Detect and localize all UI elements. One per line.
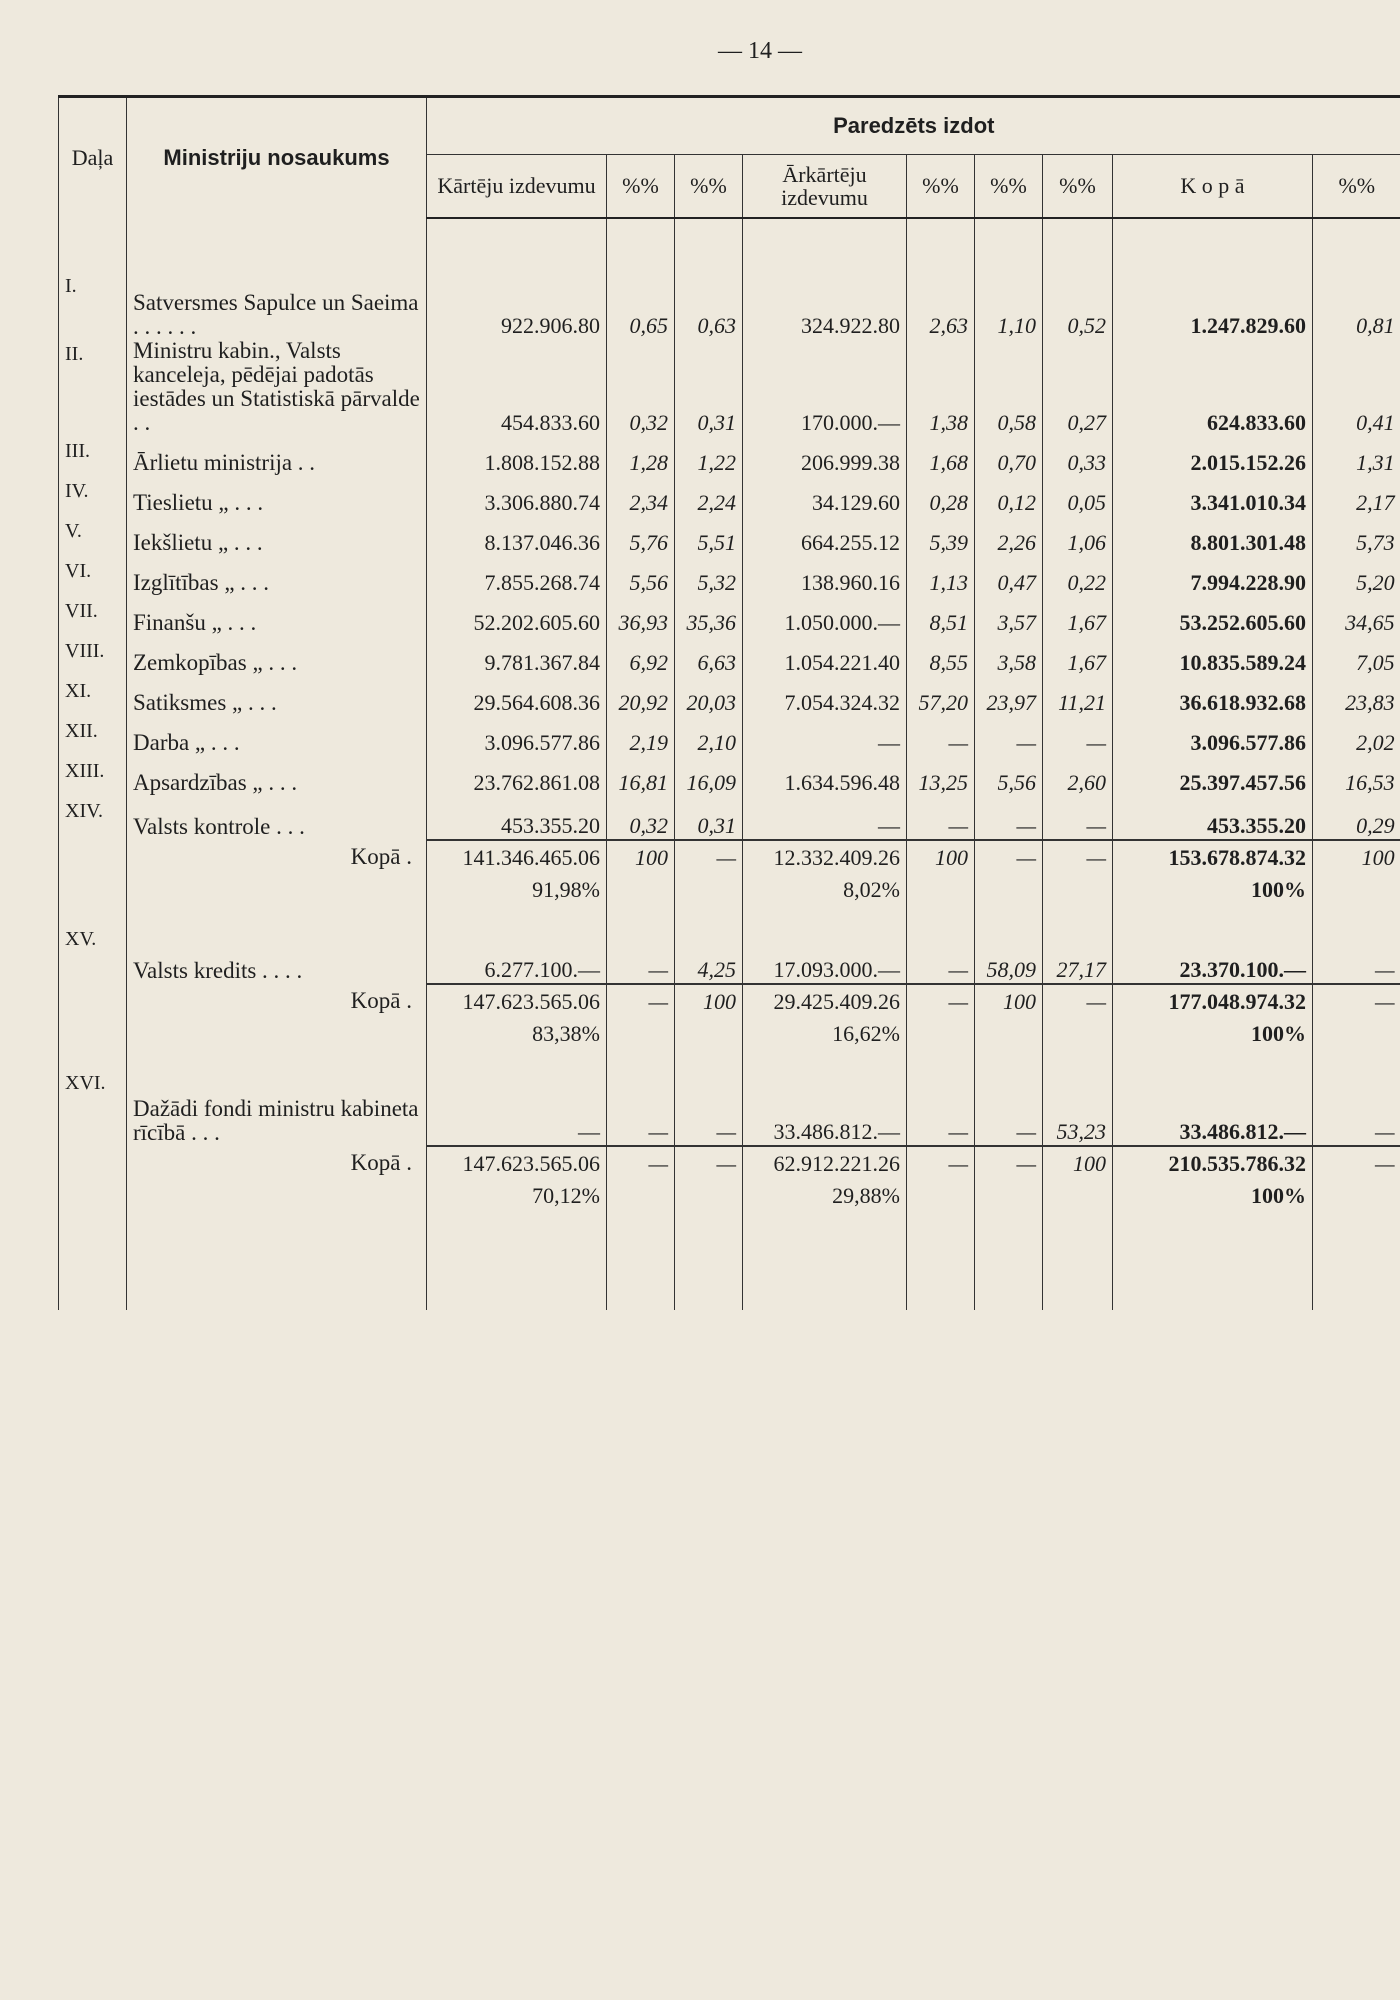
header-dala: Daļa — [59, 97, 127, 219]
empty-cell — [59, 840, 127, 924]
arkarteju-amount: 1.050.000.— — [743, 596, 907, 636]
spacer-cell — [675, 1230, 743, 1310]
kartejo-pct-2: 6,63 — [675, 636, 743, 676]
kartejo-amount: 3.306.880.74 — [427, 476, 607, 516]
kartejo-pct-1: 1,28 — [607, 436, 675, 476]
arkarteju-pct-1: 100 — [907, 840, 975, 924]
total-amount: 10.835.589.24 — [1113, 636, 1313, 676]
arkarteju-pct-3: — — [1043, 716, 1113, 756]
row-number: XV. — [59, 924, 127, 984]
grand-total-pct-col: 100 — [1313, 840, 1400, 924]
spacer-cell — [59, 218, 127, 271]
arkarteju-amount: 170.000.— — [743, 339, 907, 436]
total-amount: 36.618.932.68 — [1113, 676, 1313, 716]
header-paredzets: Paredzēts izdot — [427, 97, 1400, 155]
kartejo-pct-2: 5,32 — [675, 556, 743, 596]
budget-table — [58, 95, 1400, 1310]
kartejo-amount: 8.137.046.36 — [427, 516, 607, 556]
arkarteju-pct-3: 27,17 — [1043, 924, 1113, 984]
kartejo-pct-2: 1,22 — [675, 436, 743, 476]
header-pct-4: %% — [975, 155, 1043, 219]
row-number: XIV. — [59, 796, 127, 840]
arkarteju-total-pct: 29,88% — [832, 1182, 900, 1208]
grand-total-pct-col: — — [1313, 984, 1400, 1068]
kartejo-pct-1: 5,76 — [607, 516, 675, 556]
arkarteju-pct-3: — — [1043, 840, 1113, 924]
arkarteju-amount: 34.129.60 — [743, 476, 907, 516]
kartejo-total-pct: 91,98% — [532, 876, 600, 902]
arkarteju-amount: 1.634.596.48 — [743, 756, 907, 796]
ministry-name: Ministru kabin., Valsts kanceleja, pēdējai padotās iestādes un Statistiskā pārvalde . . — [127, 339, 427, 436]
bottom-spacer-row — [59, 1230, 1400, 1310]
kartejo-pct-1: — — [607, 924, 675, 984]
kartejo-amount: 7.855.268.74 — [427, 556, 607, 596]
arkarteju-total-cell — [743, 840, 907, 924]
total-amount: 1.247.829.60 — [1113, 271, 1313, 339]
kartejo-amount: 3.096.577.86 — [427, 716, 607, 756]
spacer-cell — [907, 218, 975, 271]
kopa-label: Kopā . — [127, 984, 427, 1068]
total-pct: 23,83 — [1313, 676, 1400, 716]
total-pct: — — [1313, 1068, 1400, 1146]
total-amount: 2.015.152.26 — [1113, 436, 1313, 476]
total-pct: — — [1313, 924, 1400, 984]
kartejo-pct-1: 2,34 — [607, 476, 675, 516]
ministry-name: Iekšlietu „ . . . — [127, 516, 427, 556]
kartejo-pct-1: 2,19 — [607, 716, 675, 756]
kartejo-amount: 454.833.60 — [427, 339, 607, 436]
arkarteju-pct-1: — — [907, 716, 975, 756]
header-arkarteju: Ārkārtēju izdevumu — [743, 155, 907, 219]
grand-total-cell — [1113, 840, 1313, 924]
table-row — [59, 676, 1400, 716]
arkarteju-pct-1: 13,25 — [907, 756, 975, 796]
table-body — [59, 218, 1400, 1310]
arkarteju-pct-1: — — [907, 796, 975, 840]
arkarteju-pct-1: 2,63 — [907, 271, 975, 339]
spacer-cell — [607, 1230, 675, 1310]
arkarteju-total: 62.912.221.26 — [773, 1150, 900, 1176]
ministry-name: Zemkopības „ . . . — [127, 636, 427, 676]
ministry-name: Finanšu „ . . . — [127, 596, 427, 636]
spacer-cell — [1043, 218, 1113, 271]
ministry-name: Valsts kredits . . . . — [127, 924, 427, 984]
arkarteju-pct-1: 57,20 — [907, 676, 975, 716]
arkarteju-amount: — — [743, 796, 907, 840]
arkarteju-pct-1: 8,55 — [907, 636, 975, 676]
table-row — [59, 596, 1400, 636]
ministry-name: Satversmes Sapulce un Saeima . . . . . . — [127, 271, 427, 339]
row-number: IV. — [59, 476, 127, 516]
arkarteju-pct-2: — — [975, 1068, 1043, 1146]
row-number: V. — [59, 516, 127, 556]
arkarteju-amount: 664.255.12 — [743, 516, 907, 556]
kartejo-pct-1: 16,81 — [607, 756, 675, 796]
table-row — [59, 636, 1400, 676]
kartejo-pct-2: — — [675, 1068, 743, 1146]
total-amount: 53.252.605.60 — [1113, 596, 1313, 636]
kartejo-pct-2: — — [675, 840, 743, 924]
arkarteju-pct-3: 0,52 — [1043, 271, 1113, 339]
row-number: XVI. — [59, 1068, 127, 1146]
kartejo-pct-2: 0,31 — [675, 796, 743, 840]
arkarteju-pct-2: — — [975, 796, 1043, 840]
total-pct: 0,29 — [1313, 796, 1400, 840]
arkarteju-pct-1: 0,28 — [907, 476, 975, 516]
spacer-cell — [127, 218, 427, 271]
total-amount: 25.397.457.56 — [1113, 756, 1313, 796]
total-pct: 0,81 — [1313, 271, 1400, 339]
spacer-cell — [1313, 218, 1400, 271]
arkarteju-pct-2: 1,10 — [975, 271, 1043, 339]
arkarteju-pct-1: 1,38 — [907, 339, 975, 436]
header-pct-5: %% — [1043, 155, 1113, 219]
spacer-row — [59, 218, 1400, 271]
arkarteju-pct-2: 3,58 — [975, 636, 1043, 676]
total-pct: 0,41 — [1313, 339, 1400, 436]
arkarteju-amount: 206.999.38 — [743, 436, 907, 476]
header-kartejo: Kārtēju izdevumu — [427, 155, 607, 219]
page-number: — 14 — — [718, 38, 802, 64]
arkarteju-pct-3: 53,23 — [1043, 1068, 1113, 1146]
total-amount: 3.341.010.34 — [1113, 476, 1313, 516]
arkarteju-pct-3: 0,33 — [1043, 436, 1113, 476]
arkarteju-pct-1: 1,13 — [907, 556, 975, 596]
arkarteju-total: 29.425.409.26 — [773, 988, 900, 1014]
ministry-name: Darba „ . . . — [127, 716, 427, 756]
kartejo-total-cell — [427, 984, 607, 1068]
total-amount: 624.833.60 — [1113, 339, 1313, 436]
grand-total-pct-col: — — [1313, 1146, 1400, 1230]
arkarteju-total-cell — [743, 1146, 907, 1230]
budget-table-container — [58, 95, 1400, 1310]
kartejo-amount: 29.564.608.36 — [427, 676, 607, 716]
arkarteju-total-cell — [743, 984, 907, 1068]
ministry-name: Tieslietu „ . . . — [127, 476, 427, 516]
table-row — [59, 476, 1400, 516]
total-amount: 33.486.812.— — [1113, 1068, 1313, 1146]
kartejo-pct-2: 35,36 — [675, 596, 743, 636]
kartejo-pct-1: 0,32 — [607, 339, 675, 436]
arkarteju-amount: 7.054.324.32 — [743, 676, 907, 716]
arkarteju-pct-2: 58,09 — [975, 924, 1043, 984]
header-ministry: Ministriju nosaukums — [127, 97, 427, 219]
arkarteju-pct-2: 0,70 — [975, 436, 1043, 476]
total-amount: 3.096.577.86 — [1113, 716, 1313, 756]
total-pct: 34,65 — [1313, 596, 1400, 636]
kartejo-pct-2: 16,09 — [675, 756, 743, 796]
arkarteju-pct-2: 0,47 — [975, 556, 1043, 596]
kopa-row-3 — [59, 1146, 1400, 1230]
ministry-name: Ārlietu ministrija . . — [127, 436, 427, 476]
arkarteju-pct-3: 0,22 — [1043, 556, 1113, 596]
total-pct: 2,17 — [1313, 476, 1400, 516]
kartejo-amount: 52.202.605.60 — [427, 596, 607, 636]
table-row — [59, 556, 1400, 596]
arkarteju-amount: 1.054.221.40 — [743, 636, 907, 676]
arkarteju-pct-1: — — [907, 1068, 975, 1146]
row-number: XIII. — [59, 756, 127, 796]
kartejo-pct-1: 0,32 — [607, 796, 675, 840]
spacer-cell — [675, 218, 743, 271]
grand-total: 177.048.974.32 — [1168, 988, 1306, 1014]
spacer-cell — [1043, 1230, 1113, 1310]
grand-total-pct: 100% — [1251, 1182, 1306, 1208]
arkarteju-amount: 324.922.80 — [743, 271, 907, 339]
spacer-cell — [1313, 1230, 1400, 1310]
arkarteju-pct-3: 2,60 — [1043, 756, 1113, 796]
total-pct: 7,05 — [1313, 636, 1400, 676]
header-pct-2: %% — [675, 155, 743, 219]
arkarteju-pct-3: 0,05 — [1043, 476, 1113, 516]
grand-total-cell — [1113, 984, 1313, 1068]
arkarteju-pct-2: 0,58 — [975, 339, 1043, 436]
kartejo-pct-2: 0,31 — [675, 339, 743, 436]
arkarteju-pct-2: 23,97 — [975, 676, 1043, 716]
table-row — [59, 756, 1400, 796]
table-row-xvi — [59, 1068, 1400, 1146]
kartejo-amount: 23.762.861.08 — [427, 756, 607, 796]
grand-total-pct: 100% — [1251, 1020, 1306, 1046]
arkarteju-pct-1: 5,39 — [907, 516, 975, 556]
spacer-cell — [907, 1230, 975, 1310]
total-pct: 5,20 — [1313, 556, 1400, 596]
kartejo-amount: 922.906.80 — [427, 271, 607, 339]
arkarteju-pct-3: 1,06 — [1043, 516, 1113, 556]
grand-total: 153.678.874.32 — [1168, 844, 1306, 870]
table-row — [59, 716, 1400, 756]
spacer-cell — [975, 1230, 1043, 1310]
table-row — [59, 271, 1400, 339]
grand-total: 210.535.786.32 — [1168, 1150, 1306, 1176]
row-number: VII. — [59, 596, 127, 636]
spacer-cell — [427, 218, 607, 271]
table-row — [59, 516, 1400, 556]
spacer-cell — [975, 218, 1043, 271]
arkarteju-pct-2: 3,57 — [975, 596, 1043, 636]
arkarteju-pct-2: 0,12 — [975, 476, 1043, 516]
grand-total-cell — [1113, 1146, 1313, 1230]
kartejo-pct-1: 20,92 — [607, 676, 675, 716]
kartejo-pct-1: 100 — [607, 840, 675, 924]
kartejo-pct-2: 0,63 — [675, 271, 743, 339]
arkarteju-total-pct: 8,02% — [843, 876, 900, 902]
arkarteju-pct-3: 100 — [1043, 1146, 1113, 1230]
ministry-name: Apsardzības „ . . . — [127, 756, 427, 796]
table-row — [59, 339, 1400, 436]
kartejo-pct-2: 4,25 — [675, 924, 743, 984]
kartejo-pct-2: 100 — [675, 984, 743, 1068]
total-pct: 5,73 — [1313, 516, 1400, 556]
total-pct: 16,53 — [1313, 756, 1400, 796]
table-row — [59, 436, 1400, 476]
arkarteju-pct-1: 8,51 — [907, 596, 975, 636]
arkarteju-pct-3: — — [1043, 984, 1113, 1068]
kartejo-amount: 9.781.367.84 — [427, 636, 607, 676]
kartejo-total: 141.346.465.06 — [462, 844, 600, 870]
arkarteju-amount: 17.093.000.— — [743, 924, 907, 984]
arkarteju-amount: — — [743, 716, 907, 756]
arkarteju-pct-1: — — [907, 924, 975, 984]
kartejo-pct-1: 36,93 — [607, 596, 675, 636]
kartejo-total: 147.623.565.06 — [462, 988, 600, 1014]
spacer-cell — [427, 1230, 607, 1310]
spacer-cell — [1113, 1230, 1313, 1310]
kartejo-pct-2: 2,10 — [675, 716, 743, 756]
spacer-cell — [743, 1230, 907, 1310]
row-number: III. — [59, 436, 127, 476]
header-pct-1: %% — [607, 155, 675, 219]
ministry-name: Valsts kontrole . . . — [127, 796, 427, 840]
arkarteju-pct-1: 1,68 — [907, 436, 975, 476]
arkarteju-pct-3: 11,21 — [1043, 676, 1113, 716]
arkarteju-amount: 138.960.16 — [743, 556, 907, 596]
arkarteju-pct-2: — — [975, 1146, 1043, 1230]
arkarteju-pct-2: — — [975, 840, 1043, 924]
row-number: II. — [59, 339, 127, 436]
kartejo-pct-2: 20,03 — [675, 676, 743, 716]
row-number: VIII. — [59, 636, 127, 676]
total-pct: 1,31 — [1313, 436, 1400, 476]
arkarteju-pct-2: 100 — [975, 984, 1043, 1068]
kopa-row-1 — [59, 840, 1400, 924]
row-number: VI. — [59, 556, 127, 596]
spacer-cell — [127, 1230, 427, 1310]
spacer-cell — [1113, 218, 1313, 271]
table-row — [59, 796, 1400, 840]
kartejo-total: 147.623.565.06 — [462, 1150, 600, 1176]
kartejo-pct-1: 6,92 — [607, 636, 675, 676]
kartejo-pct-2: 5,51 — [675, 516, 743, 556]
arkarteju-amount: 33.486.812.— — [743, 1068, 907, 1146]
arkarteju-pct-2: — — [975, 716, 1043, 756]
arkarteju-pct-2: 2,26 — [975, 516, 1043, 556]
row-number: XII. — [59, 716, 127, 756]
ministry-name: Izglītības „ . . . — [127, 556, 427, 596]
kartejo-amount: — — [427, 1068, 607, 1146]
spacer-cell — [607, 218, 675, 271]
kartejo-pct-1: — — [607, 1146, 675, 1230]
arkarteju-pct-3: 1,67 — [1043, 596, 1113, 636]
spacer-cell — [59, 1230, 127, 1310]
total-amount: 7.994.228.90 — [1113, 556, 1313, 596]
kartejo-total-cell — [427, 1146, 607, 1230]
kopa-row-2 — [59, 984, 1400, 1068]
arkarteju-total-pct: 16,62% — [832, 1020, 900, 1046]
kopa-label: Kopā . — [127, 1146, 427, 1230]
ministry-name: Dažādi fondi ministru kabineta rīcībā . . . — [127, 1068, 427, 1146]
spacer-cell — [743, 218, 907, 271]
kartejo-total-pct: 83,38% — [532, 1020, 600, 1046]
kartejo-pct-1: — — [607, 984, 675, 1068]
arkarteju-pct-3: 1,67 — [1043, 636, 1113, 676]
kartejo-pct-1: 5,56 — [607, 556, 675, 596]
ministry-name: Satiksmes „ . . . — [127, 676, 427, 716]
kartejo-amount: 453.355.20 — [427, 796, 607, 840]
total-amount: 8.801.301.48 — [1113, 516, 1313, 556]
arkarteju-pct-1: — — [907, 1146, 975, 1230]
empty-cell — [59, 984, 127, 1068]
kartejo-amount: 6.277.100.— — [427, 924, 607, 984]
empty-cell — [59, 1146, 127, 1230]
header-pct-6: %% — [1313, 155, 1400, 219]
arkarteju-pct-3: — — [1043, 796, 1113, 840]
table-row-xv — [59, 924, 1400, 984]
header-pct-3: %% — [907, 155, 975, 219]
total-pct: 2,02 — [1313, 716, 1400, 756]
kartejo-total-cell — [427, 840, 607, 924]
arkarteju-pct-1: — — [907, 984, 975, 1068]
arkarteju-pct-3: 0,27 — [1043, 339, 1113, 436]
total-amount: 23.370.100.— — [1113, 924, 1313, 984]
total-amount: 453.355.20 — [1113, 796, 1313, 840]
row-number: XI. — [59, 676, 127, 716]
kartejo-amount: 1.808.152.88 — [427, 436, 607, 476]
kopa-label: Kopā . — [127, 840, 427, 924]
grand-total-pct: 100% — [1251, 876, 1306, 902]
kartejo-total-pct: 70,12% — [532, 1182, 600, 1208]
kartejo-pct-2: 2,24 — [675, 476, 743, 516]
kartejo-pct-1: 0,65 — [607, 271, 675, 339]
kartejo-pct-2: — — [675, 1146, 743, 1230]
kartejo-pct-1: — — [607, 1068, 675, 1146]
header-kopa: K o p ā — [1113, 155, 1313, 219]
arkarteju-total: 12.332.409.26 — [773, 844, 900, 870]
arkarteju-pct-2: 5,56 — [975, 756, 1043, 796]
row-number: I. — [59, 271, 127, 339]
